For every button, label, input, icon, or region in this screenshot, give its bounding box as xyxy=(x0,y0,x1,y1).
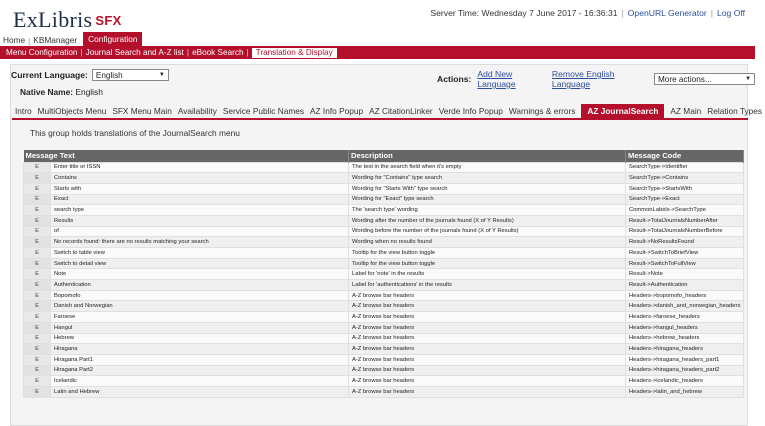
edit-button[interactable]: E xyxy=(24,258,51,269)
table-row xyxy=(24,237,744,248)
column-header-message-text: Message Text xyxy=(24,150,349,162)
tab-sfx-menu-main[interactable]: SFX Menu Main xyxy=(112,106,172,116)
message-text-cell: of xyxy=(51,226,349,237)
table-row xyxy=(24,376,744,387)
main-nav: Home | KBManager Configuration xyxy=(0,33,142,46)
message-code-cell: SearchType->Identifier xyxy=(626,162,744,173)
message-code-cell: Headers->hiragana_headers_part1 xyxy=(626,354,744,365)
remove-language-link[interactable]: Remove English Language xyxy=(551,69,615,89)
description-cell: Label for 'authentications' in the results xyxy=(349,280,626,291)
actions-row xyxy=(437,69,755,89)
edit-button[interactable]: E xyxy=(24,344,51,355)
subnav-ebook-search[interactable]: eBook Search xyxy=(192,48,244,57)
tab-warnings-errors[interactable]: Warnings & errors xyxy=(508,106,576,116)
description-cell: Tooltip for the view button toggle xyxy=(349,258,626,269)
dropdown-arrow-icon: ▼ xyxy=(745,76,752,82)
edit-button[interactable]: E xyxy=(24,301,51,312)
edit-button[interactable]: E xyxy=(24,183,51,194)
message-code-cell: Result->SwitchToBriefView xyxy=(626,248,744,259)
actions-label: Actions: xyxy=(437,74,472,84)
message-text-cell: Icelandic xyxy=(51,376,349,387)
table-row xyxy=(24,290,744,301)
server-info-bar: Server Time: Wednesday 7 June 2017 - 16:36:31 | OpenURL Generator | Log Off xyxy=(430,8,745,18)
description-cell: A-Z browse bar headers xyxy=(349,344,626,355)
dropdown-arrow-icon: ▼ xyxy=(158,72,165,78)
description-cell: A-Z browse bar headers xyxy=(349,290,626,301)
nav-configuration[interactable]: Configuration xyxy=(83,32,142,46)
table-row xyxy=(24,301,744,312)
message-code-cell: Headers->hebrew_headers xyxy=(626,333,744,344)
table-row xyxy=(24,280,744,291)
table-row xyxy=(24,173,744,184)
openurl-generator-link[interactable]: OpenURL Generator xyxy=(627,8,707,18)
message-text-cell: Hiragana xyxy=(51,344,349,355)
edit-button[interactable]: E xyxy=(24,290,51,301)
table-row xyxy=(24,312,744,323)
table-row xyxy=(24,386,744,397)
edit-button[interactable]: E xyxy=(24,322,51,333)
table-row xyxy=(24,215,744,226)
table-row xyxy=(24,194,744,205)
tab-az-journalsearch[interactable]: AZ JournalSearch xyxy=(581,104,664,118)
sfx-logo: SFX xyxy=(95,13,122,28)
message-code-cell: Headers->latin_and_hebrew xyxy=(626,386,744,397)
description-cell: Label for 'note' in the results xyxy=(349,269,626,280)
edit-button[interactable]: E xyxy=(24,237,51,248)
table-row xyxy=(24,205,744,216)
message-code-cell: SearchType->StartsWith xyxy=(626,183,744,194)
edit-button[interactable]: E xyxy=(24,248,51,259)
message-text-cell: Switch to detail view xyxy=(51,258,349,269)
message-text-cell: Danish and Norwegian xyxy=(51,301,349,312)
description-cell: Wording for "Starts With" type search xyxy=(349,183,626,194)
message-code-cell: Result->NoResultsFound xyxy=(626,237,744,248)
language-select[interactable]: English ▼ xyxy=(92,69,169,81)
translation-tabs xyxy=(12,106,763,120)
description-cell: Wording for "Exact" type search xyxy=(349,194,626,205)
description-cell: Wording before the number of the journals found (X of Y Results) xyxy=(349,226,626,237)
subnav-journal-search[interactable]: Journal Search and A-Z list xyxy=(85,48,184,57)
table-row xyxy=(24,226,744,237)
message-code-cell: Headers->icelandic_headers xyxy=(626,376,744,387)
message-code-cell: Result->SwitchToFullView xyxy=(626,258,744,269)
message-text-cell: Hebrew xyxy=(51,333,349,344)
message-text-cell: search type xyxy=(51,205,349,216)
description-cell: A-Z browse bar headers xyxy=(349,386,626,397)
message-code-cell: Result->Authentication xyxy=(626,280,744,291)
message-code-cell: Result->TotalJournalsNumberBefore xyxy=(626,226,744,237)
description-cell: Wording when no results found xyxy=(349,237,626,248)
description-cell: Wording for "Contains" type search xyxy=(349,173,626,184)
table-row xyxy=(24,269,744,280)
description-cell: A-Z browse bar headers xyxy=(349,301,626,312)
description-cell: Wording after the number of the journals found (X of Y Results) xyxy=(349,215,626,226)
column-header-description: Description xyxy=(349,150,626,162)
message-text-cell: Exact xyxy=(51,194,349,205)
table-row xyxy=(24,354,744,365)
message-code-cell: Headers->danish_and_norwegian_headers xyxy=(626,301,744,312)
tab-availability[interactable]: Availability xyxy=(177,106,217,116)
edit-button[interactable]: E xyxy=(24,194,51,205)
table-header-row xyxy=(24,150,744,162)
message-text-cell: Note xyxy=(51,269,349,280)
description-cell: A-Z browse bar headers xyxy=(349,312,626,323)
table-row xyxy=(24,162,744,173)
subnav-translation-display[interactable]: Translation & Display xyxy=(252,48,337,58)
edit-button[interactable]: E xyxy=(24,205,51,216)
edit-button[interactable]: E xyxy=(24,173,51,184)
nav-kbmanager[interactable]: KBManager xyxy=(33,35,78,45)
message-code-cell: SearchType->Exact xyxy=(626,194,744,205)
message-text-cell: Latin and Hebrew xyxy=(51,386,349,397)
message-text-cell: Bopomofo xyxy=(51,290,349,301)
message-code-cell: Result->TotalJournalsNumberAfter xyxy=(626,215,744,226)
edit-button[interactable]: E xyxy=(24,376,51,387)
tab-az-main[interactable]: AZ Main xyxy=(670,106,702,116)
message-text-cell: Results xyxy=(51,215,349,226)
message-text-cell: No records found: there are no results matching your search xyxy=(51,237,349,248)
message-code-cell: Result->Note xyxy=(626,269,744,280)
message-text-cell: Authentication xyxy=(51,280,349,291)
more-actions-select[interactable]: More actions... ▼ xyxy=(654,73,755,85)
edit-button[interactable]: E xyxy=(24,333,51,344)
description-cell: A-Z browse bar headers xyxy=(349,333,626,344)
intro-text: This group holds translations of the JournalSearch menu xyxy=(30,128,240,138)
description-cell: A-Z browse bar headers xyxy=(349,354,626,365)
message-code-cell: Headers->bopomofo_headers xyxy=(626,290,744,301)
translations-table xyxy=(23,150,744,398)
description-cell: Tooltip for the view button toggle xyxy=(349,248,626,259)
edit-button[interactable]: E xyxy=(24,215,51,226)
table-row xyxy=(24,248,744,259)
table-row xyxy=(24,258,744,269)
log-off-link[interactable]: Log Off xyxy=(716,8,745,18)
message-text-cell: Hiragana Part2 xyxy=(51,365,349,376)
message-text-cell: Hangul xyxy=(51,322,349,333)
message-text-cell: Enter title or ISSN xyxy=(51,162,349,173)
message-text-cell: Contains xyxy=(51,173,349,184)
message-code-cell: Headers->faroese_headers xyxy=(626,312,744,323)
message-text-cell: Faroese xyxy=(51,312,349,323)
add-language-link[interactable]: Add New Language xyxy=(477,69,516,89)
native-name: Native Name: English xyxy=(20,87,103,97)
table-row xyxy=(24,365,744,376)
message-code-cell: CommonLabels->SearchType xyxy=(626,205,744,216)
edit-button[interactable]: E xyxy=(24,280,51,291)
edit-button[interactable]: E xyxy=(24,354,51,365)
column-header-message-code: Message Code xyxy=(626,150,744,162)
message-code-cell: Headers->hiragana_headers xyxy=(626,344,744,355)
description-cell: A-Z browse bar headers xyxy=(349,322,626,333)
tab-az-info-popup[interactable]: AZ Info Popup xyxy=(310,106,364,116)
message-code-cell: Headers->hangul_headers xyxy=(626,322,744,333)
description-cell: The text in the search field when it's empty xyxy=(349,162,626,173)
table-row xyxy=(24,183,744,194)
table-row xyxy=(24,333,744,344)
current-language-row xyxy=(11,69,169,81)
edit-button[interactable]: E xyxy=(24,312,51,323)
table-row xyxy=(24,322,744,333)
message-text-cell: Hiragana Part1 xyxy=(51,354,349,365)
tab-relation-types[interactable]: Relation Types xyxy=(707,106,763,116)
table-row xyxy=(24,344,744,355)
nav-home[interactable]: Home xyxy=(3,35,26,45)
tab-intro[interactable]: Intro xyxy=(15,106,32,116)
subnav-menu-configuration[interactable]: Menu Configuration xyxy=(6,48,78,57)
edit-button[interactable]: E xyxy=(24,226,51,237)
edit-button[interactable]: E xyxy=(24,269,51,280)
edit-button[interactable]: E xyxy=(24,365,51,376)
tab-verde-info-popup[interactable]: Verde Info Popup xyxy=(438,106,503,116)
server-time: Server Time: Wednesday 7 June 2017 - 16:36:31 xyxy=(430,8,618,18)
tab-az-citationlinker[interactable]: AZ CitationLinker xyxy=(369,106,433,116)
sub-nav: Menu Configuration | Journal Search and A-Z list | eBook Search | Translation & Display xyxy=(0,46,755,59)
description-cell: A-Z browse bar headers xyxy=(349,365,626,376)
message-text-cell: Switch to table view xyxy=(51,248,349,259)
edit-button[interactable]: E xyxy=(24,386,51,397)
description-cell: The 'search type' wording xyxy=(349,205,626,216)
current-language-label: Current Language: xyxy=(11,70,88,80)
message-code-cell: Headers->hiragana_headers_part2 xyxy=(626,365,744,376)
description-cell: A-Z browse bar headers xyxy=(349,376,626,387)
tab-service-public-names[interactable]: Service Public Names xyxy=(222,106,305,116)
tab-multiobjects-menu[interactable]: MultiObjects Menu xyxy=(37,106,107,116)
exlibris-logo: ExLibris SFX xyxy=(13,7,122,32)
message-text-cell: Starts with xyxy=(51,183,349,194)
message-code-cell: SearchType->Contains xyxy=(626,173,744,184)
edit-button[interactable]: E xyxy=(24,162,51,173)
